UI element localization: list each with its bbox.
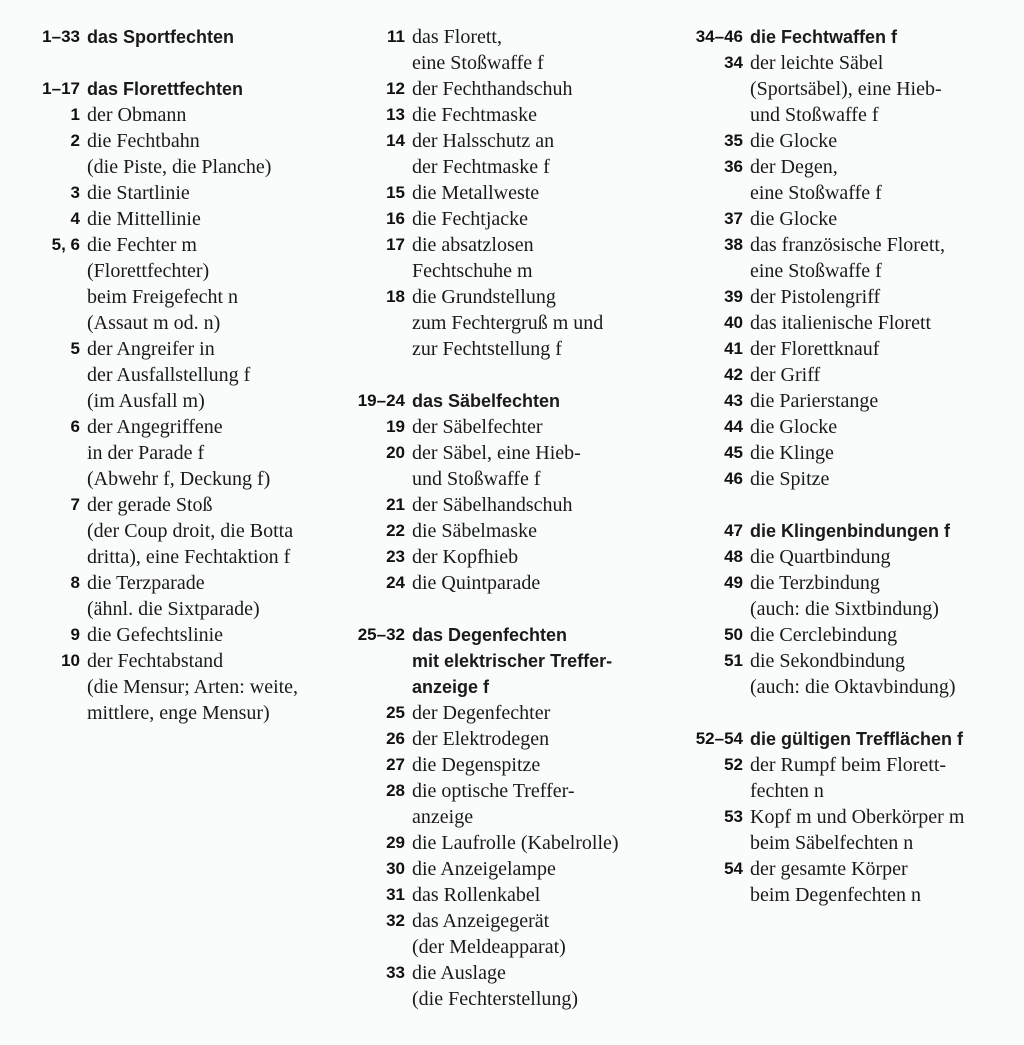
entry-text (750, 570, 939, 622)
section-heading (20, 24, 298, 50)
entry-text (412, 76, 573, 102)
entry-number: 4 (70, 209, 80, 228)
entry-number: 26 (386, 729, 405, 748)
entry-text (87, 128, 271, 180)
entry-line: das Florettfechten (87, 79, 244, 99)
entry-text (87, 414, 270, 492)
entry-line: die Glocke (750, 130, 838, 152)
entry-number: 1–17 (42, 79, 80, 98)
glossary-entry (683, 310, 964, 336)
entry-number: 31 (386, 885, 405, 904)
entry-text (750, 388, 878, 414)
entry-text (750, 466, 829, 492)
entry-line: (Sportsäbel), eine Hieb- (750, 78, 942, 100)
glossary-entry (345, 882, 619, 908)
entry-text (412, 440, 581, 492)
entry-text (412, 778, 575, 830)
entry-number: 32 (386, 911, 405, 930)
entry-number: 7 (70, 495, 80, 514)
entry-line: eine Stoßwaffe f (412, 52, 544, 74)
glossary-entry (20, 336, 298, 414)
glossary-entry (345, 76, 619, 102)
entry-line: und Stoßwaffe f (750, 104, 879, 126)
entry-number: 5 (70, 339, 80, 358)
entry-line: der Säbel, eine Hieb- (412, 442, 581, 464)
entry-line: der Säbelhandschuh (412, 494, 573, 516)
glossary-entry (345, 570, 619, 596)
glossary-entry (20, 180, 298, 206)
entry-line: die Degenspitze (412, 754, 541, 776)
entry-number: 46 (724, 469, 743, 488)
entry-line: der Griff (750, 364, 821, 386)
entry-line: (auch: die Oktavbindung) (750, 676, 956, 698)
entry-line: beim Säbelfechten n (750, 832, 914, 854)
entry-text (750, 518, 950, 544)
entry-text (412, 232, 534, 284)
glossary-entry (345, 414, 619, 440)
entry-line: der Degenfechter (412, 702, 551, 724)
entry-number: 51 (724, 651, 743, 670)
entry-line: das Degenfechten (412, 625, 568, 645)
entry-number: 43 (724, 391, 743, 410)
entry-line: (die Fechterstellung) (412, 988, 579, 1010)
entry-number: 1–33 (42, 27, 80, 46)
entry-text (87, 570, 260, 622)
entry-line: die Terzbindung (750, 572, 880, 594)
entry-text (750, 310, 931, 336)
glossary-entry (683, 232, 964, 284)
entry-line: fechten n (750, 780, 824, 802)
entry-number: 1 (70, 105, 80, 124)
entry-line: die Fechtjacke (412, 208, 529, 230)
entry-number: 12 (386, 79, 405, 98)
entry-line: die Parierstange (750, 390, 879, 412)
entry-number: 37 (724, 209, 743, 228)
glossary-entry (683, 752, 964, 804)
glossary-entry (20, 206, 298, 232)
entry-text (412, 24, 544, 76)
entry-number: 8 (70, 573, 80, 592)
entry-number: 39 (724, 287, 743, 306)
entry-text (750, 856, 921, 908)
entry-line: die Glocke (750, 416, 838, 438)
section-spacer (345, 362, 619, 388)
entry-number: 25 (386, 703, 405, 722)
entry-line: (ähnl. die Sixtparade) (87, 598, 260, 620)
entry-text (412, 622, 612, 700)
entry-text (750, 440, 834, 466)
entry-number: 44 (724, 417, 743, 436)
glossary-entry (345, 492, 619, 518)
glossary-entry (345, 128, 619, 180)
entry-line: (der Coup droit, die Botta (87, 520, 294, 542)
glossary-entry (345, 102, 619, 128)
entry-line: die Fechtbahn (87, 130, 200, 152)
entry-text (412, 882, 540, 908)
entry-text (750, 622, 897, 648)
section-heading (345, 622, 619, 700)
entry-number: 41 (724, 339, 743, 358)
entry-line: der Angreifer in (87, 338, 215, 360)
glossary-entry (345, 24, 619, 76)
glossary-entry (345, 518, 619, 544)
glossary-entry (683, 648, 964, 700)
entry-number: 38 (724, 235, 743, 254)
entry-line: das Sportfechten (87, 27, 235, 47)
entry-text (750, 362, 820, 388)
entry-text (412, 180, 539, 206)
entry-number: 40 (724, 313, 743, 332)
glossary-entry (683, 622, 964, 648)
entry-line: das italienische Florett (750, 312, 932, 334)
entry-line: die optische Treffer- (412, 780, 575, 802)
entry-text (750, 128, 837, 154)
entry-line: anzeige f (412, 677, 490, 697)
glossary-entry (20, 622, 298, 648)
entry-number: 50 (724, 625, 743, 644)
entry-line: der Ausfallstellung f (87, 364, 251, 386)
entry-line: (auch: die Sixtbindung) (750, 598, 939, 620)
glossary-entry (683, 440, 964, 466)
glossary-entry (683, 284, 964, 310)
entry-number: 22 (386, 521, 405, 540)
entry-text (750, 414, 837, 440)
glossary-entry (345, 726, 619, 752)
entry-number: 21 (386, 495, 405, 514)
entry-number: 6 (70, 417, 80, 436)
entry-line: der Fechtmaske f (412, 156, 550, 178)
entry-number: 20 (386, 443, 405, 462)
glossary-entry (683, 414, 964, 440)
glossary-entry (345, 700, 619, 726)
entry-text (87, 180, 190, 206)
glossary-entry (345, 284, 619, 362)
entry-number: 5, 6 (51, 235, 80, 254)
entry-number: 17 (386, 235, 405, 254)
entry-line: die gültigen Trefflächen f (750, 729, 964, 749)
entry-line: zur Fechtstellung f (412, 338, 562, 360)
entry-text (412, 102, 537, 128)
glossary-entry (20, 570, 298, 622)
glossary-entry (345, 830, 619, 856)
entry-line: der Pistolengriff (750, 286, 881, 308)
glossary-entry (345, 778, 619, 830)
glossary-entry (683, 570, 964, 622)
entry-number: 33 (386, 963, 405, 982)
glossary-column-3 (683, 24, 964, 908)
entry-number: 11 (387, 27, 405, 46)
entry-line: (die Mensur; Arten: weite, (87, 676, 299, 698)
entry-number: 45 (724, 443, 743, 462)
entry-line: die Quintparade (412, 572, 541, 594)
glossary-entry (20, 232, 298, 336)
entry-line: (der Meldeapparat) (412, 936, 566, 958)
entry-line: die absatzlosen (412, 234, 534, 256)
entry-text (750, 206, 837, 232)
entry-line: die Anzeigelampe (412, 858, 556, 880)
entry-line: eine Stoßwaffe f (750, 260, 882, 282)
entry-number: 36 (724, 157, 743, 176)
entry-text (412, 726, 549, 752)
section-spacer (20, 50, 298, 76)
glossary-entry (20, 102, 298, 128)
glossary-entry (345, 856, 619, 882)
glossary-column-1 (20, 24, 298, 726)
glossary-entry (345, 180, 619, 206)
entry-line: die Fechtmaske (412, 104, 537, 126)
glossary-entry (345, 232, 619, 284)
entry-line: der Halsschutz an (412, 130, 555, 152)
entry-line: (die Piste, die Planche) (87, 156, 272, 178)
entry-line: der Säbelfechter (412, 416, 543, 438)
entry-number: 2 (70, 131, 80, 150)
entry-line: die Klingenbindungen f (750, 521, 950, 541)
entry-text (750, 284, 880, 310)
entry-line: dritta), eine Fechtaktion f (87, 546, 291, 568)
entry-line: zum Fechtergruß m und (412, 312, 604, 334)
entry-number: 34 (724, 53, 743, 72)
entry-line: beim Degenfechten n (750, 884, 922, 906)
section-heading (683, 726, 964, 752)
entry-text (87, 336, 250, 414)
entry-line: die Grundstellung (412, 286, 556, 308)
entry-text (412, 284, 603, 362)
entry-text (750, 154, 882, 206)
section-heading (345, 388, 619, 414)
entry-line: die Auslage (412, 962, 506, 984)
entry-line: die Klinge (750, 442, 834, 464)
glossary-entry (20, 414, 298, 492)
entry-number: 18 (386, 287, 405, 306)
entry-number: 48 (724, 547, 743, 566)
entry-number: 10 (61, 651, 80, 670)
entry-text (750, 544, 891, 570)
entry-text (412, 518, 537, 544)
entry-line: beim Freigefecht n (87, 286, 239, 308)
glossary-entry (20, 128, 298, 180)
entry-number: 19–24 (357, 391, 405, 410)
entry-text (412, 492, 573, 518)
section-heading (683, 24, 964, 50)
entry-number: 14 (386, 131, 405, 150)
glossary-entry (345, 544, 619, 570)
entry-line: das französische Florett, (750, 234, 945, 256)
entry-text (750, 804, 964, 856)
entry-number: 49 (724, 573, 743, 592)
entry-line: anzeige (412, 806, 474, 828)
entry-number: 42 (724, 365, 743, 384)
entry-number: 30 (386, 859, 405, 878)
glossary-entry (683, 154, 964, 206)
entry-line: die Säbelmaske (412, 520, 537, 542)
entry-text (412, 752, 540, 778)
entry-number: 23 (386, 547, 405, 566)
entry-number: 9 (70, 625, 80, 644)
section-spacer (683, 492, 964, 518)
entry-number: 29 (386, 833, 405, 852)
entry-text (750, 336, 879, 362)
entry-line: (Florettfechter) (87, 260, 210, 282)
entry-number: 54 (724, 859, 743, 878)
entry-number: 35 (724, 131, 743, 150)
entry-line: in der Parade f (87, 442, 205, 464)
entry-line: der Florettknauf (750, 338, 880, 360)
entry-line: das Säbelfechten (412, 391, 561, 411)
glossary-entry (345, 206, 619, 232)
entry-text (87, 76, 243, 102)
section-spacer (683, 700, 964, 726)
section-heading (683, 518, 964, 544)
entry-number: 19 (386, 417, 405, 436)
entry-number: 28 (386, 781, 405, 800)
entry-line: eine Stoßwaffe f (750, 182, 882, 204)
entry-line: das Rollenkabel (412, 884, 541, 906)
entry-text (750, 50, 942, 128)
entry-number: 47 (724, 521, 743, 540)
entry-text (412, 960, 578, 1012)
entry-text (87, 648, 298, 726)
entry-line: (im Ausfall m) (87, 390, 205, 412)
glossary-entry (683, 362, 964, 388)
entry-line: das Florett, (412, 26, 502, 48)
entry-number: 16 (386, 209, 405, 228)
glossary-entry (683, 206, 964, 232)
entry-line: der Rumpf beim Florett- (750, 754, 947, 776)
entry-number: 53 (724, 807, 743, 826)
entry-line: und Stoßwaffe f (412, 468, 541, 490)
entry-line: die Startlinie (87, 182, 190, 204)
entry-line: die Sekondbindung (750, 650, 905, 672)
glossary-entry (683, 388, 964, 414)
entry-line: mittlere, enge Mensur) (87, 702, 270, 724)
entry-number: 25–32 (357, 625, 405, 644)
entry-number: 27 (386, 755, 405, 774)
entry-text (87, 102, 186, 128)
entry-line: die Spitze (750, 468, 830, 490)
entry-line: die Glocke (750, 208, 838, 230)
entry-line: (Assaut m od. n) (87, 312, 221, 334)
entry-text (87, 206, 201, 232)
entry-line: die Terzparade (87, 572, 205, 594)
entry-line: die Fechtwaffen f (750, 27, 898, 47)
entry-text (412, 128, 554, 180)
entry-line: mit elektrischer Treffer- (412, 651, 613, 671)
entry-text (87, 232, 238, 336)
glossary-entry (345, 440, 619, 492)
entry-text (750, 726, 963, 752)
entry-text (412, 388, 560, 414)
glossary-entry (20, 648, 298, 726)
glossary-entry (683, 336, 964, 362)
glossary-entry (345, 752, 619, 778)
entry-text (412, 414, 542, 440)
section-heading (20, 76, 298, 102)
entry-text (412, 830, 619, 856)
entry-text (87, 622, 223, 648)
entry-line: der Degen, (750, 156, 838, 178)
entry-line: der leichte Säbel (750, 52, 884, 74)
entry-line: die Gefechtslinie (87, 624, 224, 646)
entry-text (750, 24, 897, 50)
entry-text (412, 544, 518, 570)
entry-text (412, 570, 540, 596)
entry-line: (Abwehr f, Deckung f) (87, 468, 271, 490)
glossary-entry (345, 908, 619, 960)
entry-line: die Mittellinie (87, 208, 201, 230)
glossary-entry (683, 856, 964, 908)
entry-line: der Obmann (87, 104, 187, 126)
entry-text (87, 24, 234, 50)
entry-text (750, 752, 946, 804)
entry-text (750, 232, 945, 284)
entry-line: der Fechthandschuh (412, 78, 573, 100)
entry-number: 34–46 (695, 27, 743, 46)
entry-text (412, 908, 566, 960)
entry-line: die Fechter m (87, 234, 197, 256)
entry-text (87, 492, 293, 570)
entry-number: 24 (386, 573, 405, 592)
glossary-entry (20, 492, 298, 570)
entry-line: der Kopfhieb (412, 546, 519, 568)
entry-number: 52 (724, 755, 743, 774)
entry-line: die Cerclebindung (750, 624, 898, 646)
entry-text (412, 700, 550, 726)
glossary-entry (345, 960, 619, 1012)
entry-line: die Metallweste (412, 182, 540, 204)
entry-line: die Laufrolle (Kabelrolle) (412, 832, 619, 854)
entry-number: 13 (386, 105, 405, 124)
entry-line: der Elektrodegen (412, 728, 550, 750)
entry-text (412, 856, 556, 882)
entry-line: das Anzeigegerät (412, 910, 550, 932)
entry-line: die Quartbindung (750, 546, 891, 568)
entry-line: Fechtschuhe m (412, 260, 533, 282)
glossary-column-2 (345, 24, 619, 1012)
entry-number: 52–54 (695, 729, 743, 748)
entry-line: der gesamte Körper (750, 858, 908, 880)
entry-number: 3 (70, 183, 80, 202)
glossary-entry (683, 128, 964, 154)
entry-text (412, 206, 528, 232)
entry-line: der Fechtabstand (87, 650, 224, 672)
glossary-entry (683, 804, 964, 856)
entry-line: Kopf m und Oberkörper m (750, 806, 965, 828)
entry-line: der Angegriffene (87, 416, 223, 438)
section-spacer (345, 596, 619, 622)
glossary-entry (683, 466, 964, 492)
glossary-entry (683, 50, 964, 128)
entry-line: der gerade Stoß (87, 494, 213, 516)
entry-number: 15 (386, 183, 405, 202)
glossary-entry (683, 544, 964, 570)
entry-text (750, 648, 956, 700)
